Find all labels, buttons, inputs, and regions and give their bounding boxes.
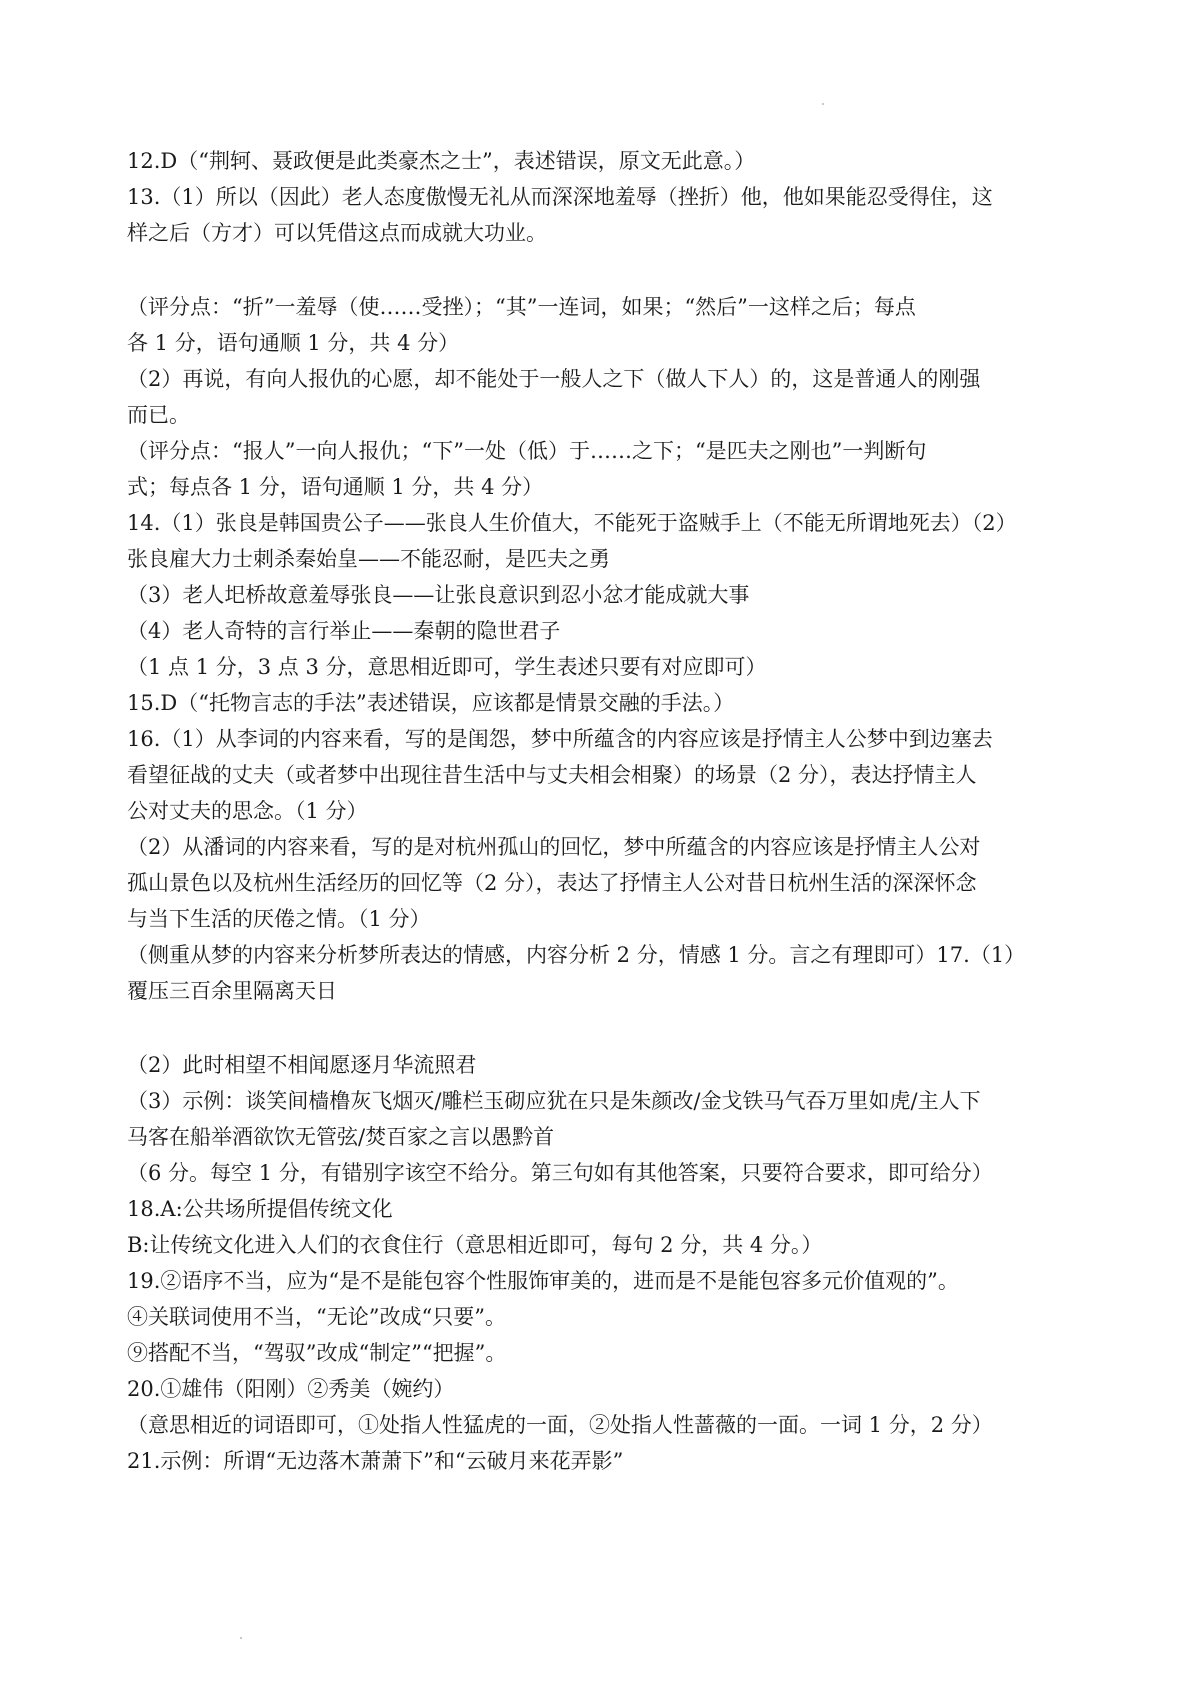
answer-q13-2-line2: 而已。 [127,403,190,427]
scoring-q16-and-answer-q17: （侧重从梦的内容来分析梦所表达的情感，内容分析 2 分，情感 1 分。言之有理即可）17.（1） [127,943,1026,967]
answer-q14-line4: （4）老人奇特的言行举止——秦朝的隐世君子 [127,619,561,643]
answer-q13-1-line1: 13.（1）所以（因此）老人态度傲慢无礼从而深深地羞辱（挫折）他，他如果能忍受得住，这 [127,185,993,209]
answer-q19-line2: ④关联词使用不当，“无论”改成“只要”。 [127,1305,506,1329]
answer-q16-1-line2: 看望征战的丈夫（或者梦中出现往昔生活中与丈夫相会相聚）的场景（2 分），表达抒情主人 [127,763,977,787]
scoring-q13-2-line1: （评分点：“报人”一向人报仇；“下”一处（低）于……之下；“是匹夫之刚也”一判断句 [127,439,927,463]
scoring-q13-1-line2: 各 1 分，语句通顺 1 分，共 4 分） [127,331,460,355]
answer-q17-3-line1: （3）示例：谈笑间樯橹灰飞烟灭/雕栏玉砌应犹在只是朱颜改/金戈铁马气吞万里如虎/主人下 [127,1089,981,1113]
answer-q13-1-line2: 样之后（方才）可以凭借这点而成就大功业。 [127,221,547,245]
answer-q19-line3: ⑨搭配不当，“驾驭”改成“制定”“把握”。 [127,1341,507,1365]
answer-q13-2-line1: （2）再说，有向人报仇的心愿，却不能处于一般人之下（做人下人）的，这是普通人的刚强 [127,367,981,391]
answer-q18-b: B:让传统文化进入人们的衣食住行（意思相近即可，每句 2 分，共 4 分。） [127,1233,823,1257]
answer-q16-2-line3: 与当下生活的厌倦之情。（1 分） [127,907,431,931]
answer-q15: 15.D（“托物言志的手法”表述错误，应该都是情景交融的手法。） [127,691,735,715]
answer-q20-line1: 20.①雄伟（阳刚）②秀美（婉约） [127,1377,455,1401]
answer-q20-line2: （意思相近的词语即可，①处指人性猛虎的一面，②处指人性蔷薇的一面。一词 1 分，2 分） [127,1413,993,1437]
answer-q16-1-line1: 16.（1）从李词的内容来看，写的是闺怨，梦中所蕴含的内容应该是抒情主人公梦中到边塞去 [127,727,993,751]
answer-q14-line3: （3）老人圯桥故意羞辱张良——让张良意识到忍小忿才能成就大事 [127,583,750,607]
answer-q16-2-line1: （2）从潘词的内容来看，写的是对杭州孤山的回忆，梦中所蕴含的内容应该是抒情主人公对 [127,835,981,859]
answer-text-block [127,143,1107,1479]
answer-q19-line1: 19.②语序不当，应为“是不是能包容个性服饰审美的，进而是不是能包容多元价值观的”。 [127,1269,959,1293]
answer-q12: 12.D（“荆轲、聂政便是此类豪杰之士”，表述错误，原文无此意。） [127,149,756,173]
scan-speck [822,103,824,105]
scoring-q13-1-line1: （评分点：“折”一羞辱（使……受挫）；“其”一连词，如果；“然后”一这样之后；每点 [127,295,916,319]
scoring-q13-2-line2: 式；每点各 1 分，语句通顺 1 分，共 4 分） [127,475,544,499]
scan-speck [240,1637,242,1639]
blank-gap [127,251,1107,289]
answer-q16-1-line3: 公对丈夫的思念。（1 分） [127,799,368,823]
answer-q21: 21.示例：所谓“无边落木萧萧下”和“云破月来花弄影” [127,1449,624,1473]
answer-q14-line1: 14.（1）张良是韩国贵公子——张良人生价值大，不能死于盗贼手上（不能无所谓地死去）（2） [127,511,1017,535]
answer-q16-2-line2: 孤山景色以及杭州生活经历的回忆等（2 分），表达了抒情主人公对昔日杭州生活的深深怀念 [127,871,977,895]
answer-q17-3-line2: 马客在船举酒欲饮无管弦/焚百家之言以愚黔首 [127,1125,555,1149]
answer-q14-line2: 张良雇大力士刺杀秦始皇——不能忍耐，是匹夫之勇 [127,547,610,571]
blank-gap [127,1009,1107,1047]
answer-q17-1: 覆压三百余里隔离天日 [127,979,337,1003]
scoring-q17: （6 分。每空 1 分，有错别字该空不给分。第三句如有其他答案，只要符合要求，即可给分） [127,1161,993,1185]
answer-q18-a: 18.A:公共场所提倡传统文化 [127,1197,393,1221]
answer-q17-2: （2）此时相望不相闻愿逐月华流照君 [127,1053,477,1077]
scoring-q14: （1 点 1 分，3 点 3 分，意思相近即可，学生表述只要有对应即可） [127,655,767,679]
